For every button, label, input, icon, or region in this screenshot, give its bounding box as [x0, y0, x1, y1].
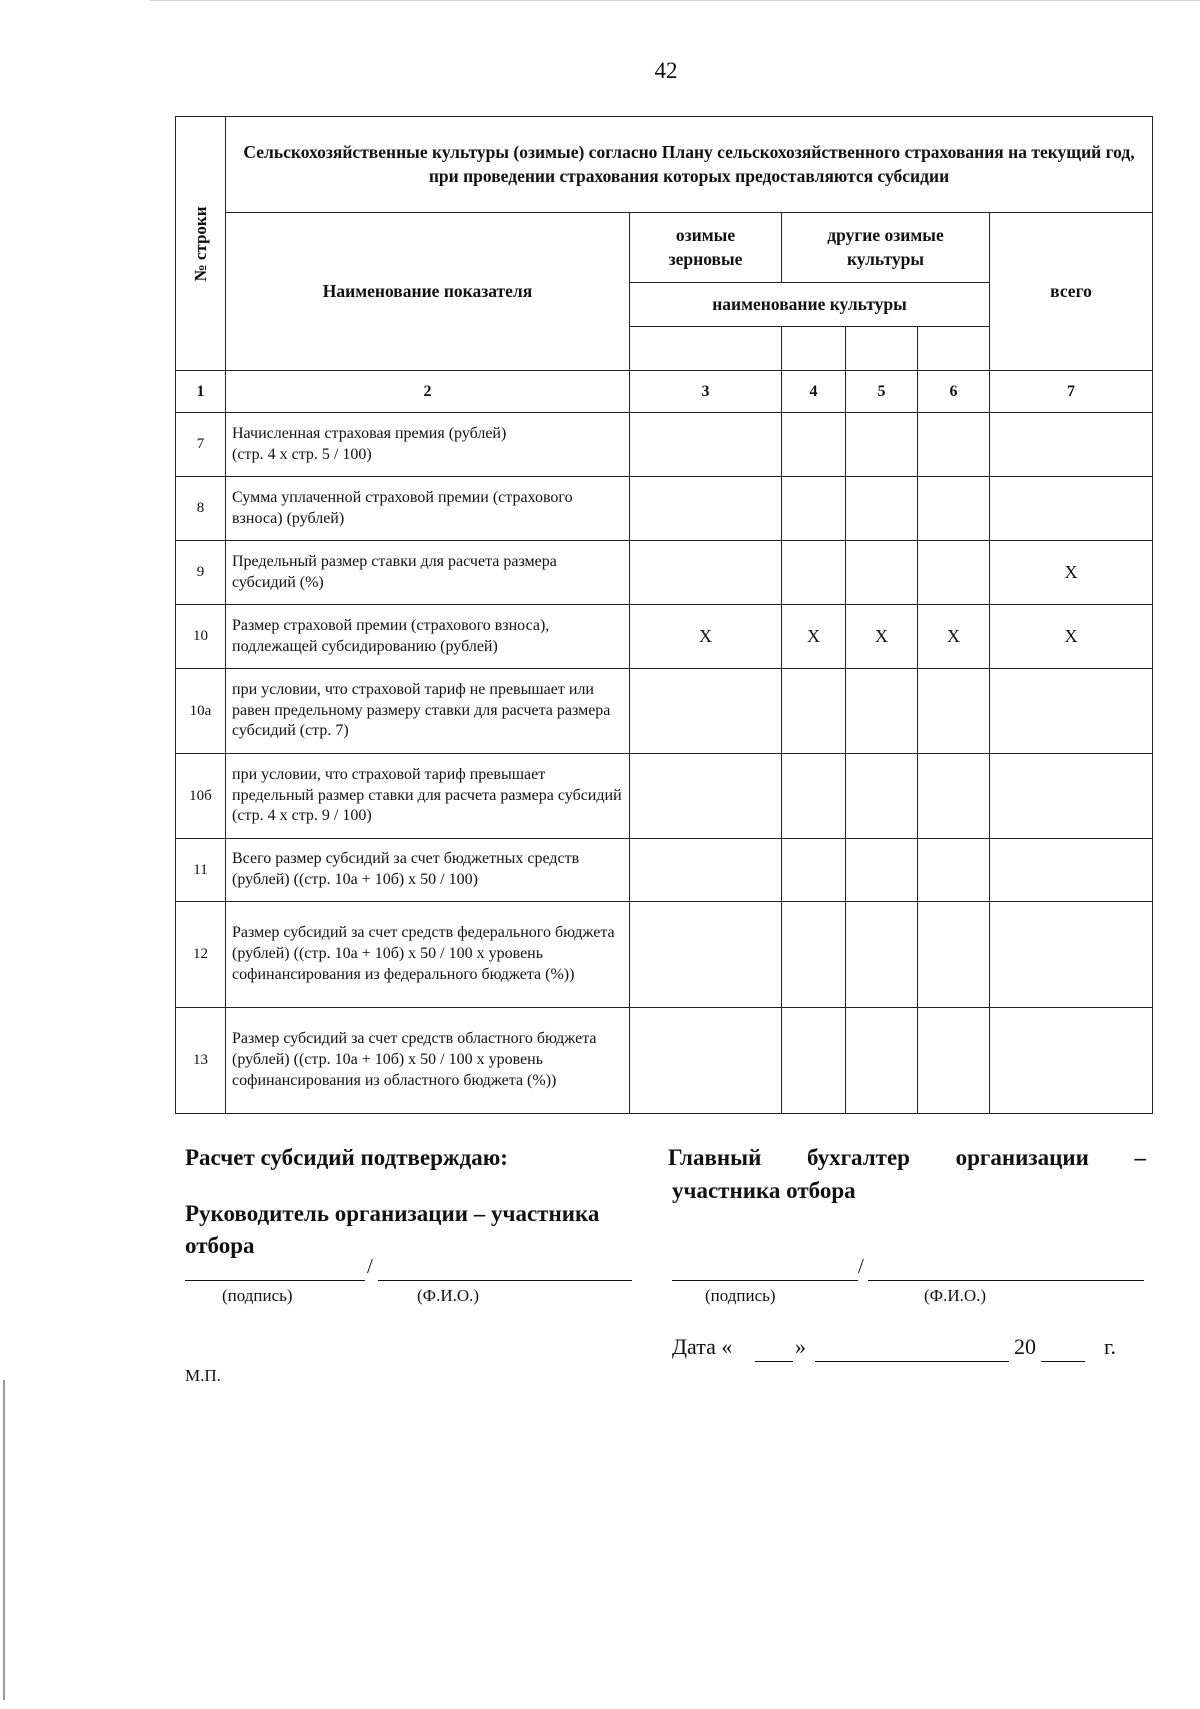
column-number: 4: [782, 371, 846, 413]
row-indicator-name: Сумма уплаченной страховой премии (страхового взноса) (рублей): [226, 477, 630, 541]
row-indicator-name: Начисленная страховая премия (рублей) (стр. 4 х стр. 5 / 100): [226, 413, 630, 477]
stamp-place-label: М.П.: [185, 1366, 221, 1385]
table-row: [176, 902, 1153, 1008]
row-cell: [918, 839, 990, 902]
date-month-field[interactable]: [815, 1361, 1009, 1362]
row-cell: [990, 1008, 1153, 1114]
row-number: 11: [176, 839, 226, 902]
row-cell: [782, 839, 846, 902]
date-label: Дата «: [672, 1334, 733, 1359]
row-number: 10б: [176, 754, 226, 839]
confirm-heading: Расчет субсидий подтверждаю:: [185, 1145, 508, 1170]
accountant-signature-caption: (подпись): [705, 1286, 776, 1305]
row-cell: [630, 477, 782, 541]
row-cell: [630, 754, 782, 839]
column-number: 6: [918, 371, 990, 413]
column-number-row: [176, 371, 1153, 413]
table-row: [176, 477, 1153, 541]
page-number: 42: [654, 58, 678, 83]
accountant-name-line[interactable]: [868, 1280, 1144, 1281]
row-cell: [846, 839, 918, 902]
head-signature-line[interactable]: [185, 1280, 365, 1281]
row-indicator-name: Предельный размер ставки для расчета размера субсидий (%): [226, 541, 630, 605]
row-cell: [990, 902, 1153, 1008]
row-cell: [846, 477, 918, 541]
table-row: [176, 413, 1153, 477]
row-cell: [782, 477, 846, 541]
row-cell: [990, 477, 1153, 541]
row-cell: [630, 902, 782, 1008]
row-cell: [782, 413, 846, 477]
row-cell: [918, 477, 990, 541]
row-cell: [630, 1008, 782, 1114]
crop-name-cell: [630, 327, 782, 371]
column-number: 1: [176, 371, 226, 413]
crop-name-header: наименование культуры: [630, 283, 990, 327]
row-cell: [782, 541, 846, 605]
head-name-line[interactable]: [378, 1280, 632, 1281]
chief-accountant-label-cont: участника отбора: [672, 1178, 856, 1203]
row-cell: [782, 902, 846, 1008]
chief-accountant-label: Главный бухгалтер организации –: [668, 1145, 1146, 1170]
row-number: 12: [176, 902, 226, 1008]
crop-name-cell: [918, 327, 990, 371]
row-cell: [918, 754, 990, 839]
accountant-signature-line[interactable]: [672, 1280, 858, 1281]
accountant-name-caption: (Ф.И.О.): [924, 1286, 987, 1305]
total-header: всего: [990, 213, 1153, 371]
row-cell: [630, 839, 782, 902]
row-indicator-name: Всего размер субсидий за счет бюджетных средств (рублей) ((стр. 10а + 10б) х 50 / 100): [226, 839, 630, 902]
row-cell: [990, 754, 1153, 839]
column-number: 2: [226, 371, 630, 413]
winter-grain-header: озимые зерновые: [630, 213, 782, 283]
signature-separator: /: [367, 1254, 373, 1278]
row-cell: [990, 669, 1153, 754]
table-row: [176, 839, 1153, 902]
row-number: 13: [176, 1008, 226, 1114]
row-cell: Х: [990, 541, 1153, 605]
row-cell: [846, 902, 918, 1008]
row-number: 10а: [176, 669, 226, 754]
head-name-caption: (Ф.И.О.): [417, 1286, 480, 1305]
row-cell: [782, 669, 846, 754]
date-year-suffix: г.: [1104, 1334, 1117, 1359]
other-crops-header: другие озимые культуры: [782, 213, 990, 283]
row-cell: [846, 1008, 918, 1114]
row-cell: [918, 1008, 990, 1114]
row-cell: [782, 754, 846, 839]
row-indicator-name: Размер субсидий за счет средств федерального бюджета (рублей) ((стр. 10а + 10б) х 50 / 100 х уровень софинансирования из федерального бюджета (%)): [226, 902, 630, 1008]
date-day-field[interactable]: [755, 1361, 793, 1362]
crop-name-cell: [782, 327, 846, 371]
column-number: 5: [846, 371, 918, 413]
scan-edge-left: [3, 1380, 5, 1700]
head-signature-caption: (подпись): [222, 1286, 293, 1305]
subsidy-calculation-table: [175, 116, 1153, 1114]
row-indicator-name: при условии, что страховой тариф не превышает или равен предельному размеру ставки для расчета размера субсидий (стр. 7): [226, 669, 630, 754]
row-cell: [846, 754, 918, 839]
row-cell: [990, 413, 1153, 477]
row-cell: Х: [990, 605, 1153, 669]
row-cell: [630, 413, 782, 477]
date-close-quote: »: [795, 1334, 806, 1359]
row-indicator-name: Размер страховой премии (страхового взноса), подлежащей субсидированию (рублей): [226, 605, 630, 669]
crop-name-cell: [846, 327, 918, 371]
table-row: [176, 541, 1153, 605]
column-number: 3: [630, 371, 782, 413]
row-indicator-name: Размер субсидий за счет средств областного бюджета (рублей) ((стр. 10а + 10б) х 50 / 100 х уровень софинансирования из областного бюджета (%)): [226, 1008, 630, 1114]
row-cell: Х: [846, 605, 918, 669]
row-cell: Х: [630, 605, 782, 669]
row-number: 9: [176, 541, 226, 605]
row-cell: Х: [782, 605, 846, 669]
crops-header: Сельскохозяйственные культуры (озимые) согласно Плану сельскохозяйственного страхования на текущий год, при проведении страхования которых предоставляются субсидии: [226, 117, 1153, 213]
row-number-header-cell: [176, 117, 226, 371]
signature-separator: /: [858, 1254, 864, 1278]
row-number-header: № строки: [190, 206, 210, 281]
date-year-field[interactable]: [1041, 1361, 1085, 1362]
scan-edge-top: [150, 0, 1200, 1]
row-cell: [630, 541, 782, 605]
row-cell: [846, 413, 918, 477]
row-cell: [846, 669, 918, 754]
row-cell: [918, 669, 990, 754]
row-number: 10: [176, 605, 226, 669]
table-row: [176, 669, 1153, 754]
row-cell: [918, 902, 990, 1008]
row-cell: [846, 541, 918, 605]
row-cell: Х: [918, 605, 990, 669]
row-cell: [990, 839, 1153, 902]
table-row: [176, 1008, 1153, 1114]
row-cell: [782, 1008, 846, 1114]
head-of-organization-label: Руководитель организации – участника отбора: [185, 1201, 600, 1259]
date-year-prefix: 20: [1014, 1334, 1036, 1359]
table-row: [176, 754, 1153, 839]
row-cell: [918, 541, 990, 605]
indicator-header: Наименование показателя: [226, 213, 630, 371]
row-cell: [918, 413, 990, 477]
column-number: 7: [990, 371, 1153, 413]
row-number: 7: [176, 413, 226, 477]
row-number: 8: [176, 477, 226, 541]
row-indicator-name: при условии, что страховой тариф превышает предельный размер ставки для расчета размера субсидий (стр. 4 х стр. 9 / 100): [226, 754, 630, 839]
row-cell: [630, 669, 782, 754]
table-row: [176, 605, 1153, 669]
